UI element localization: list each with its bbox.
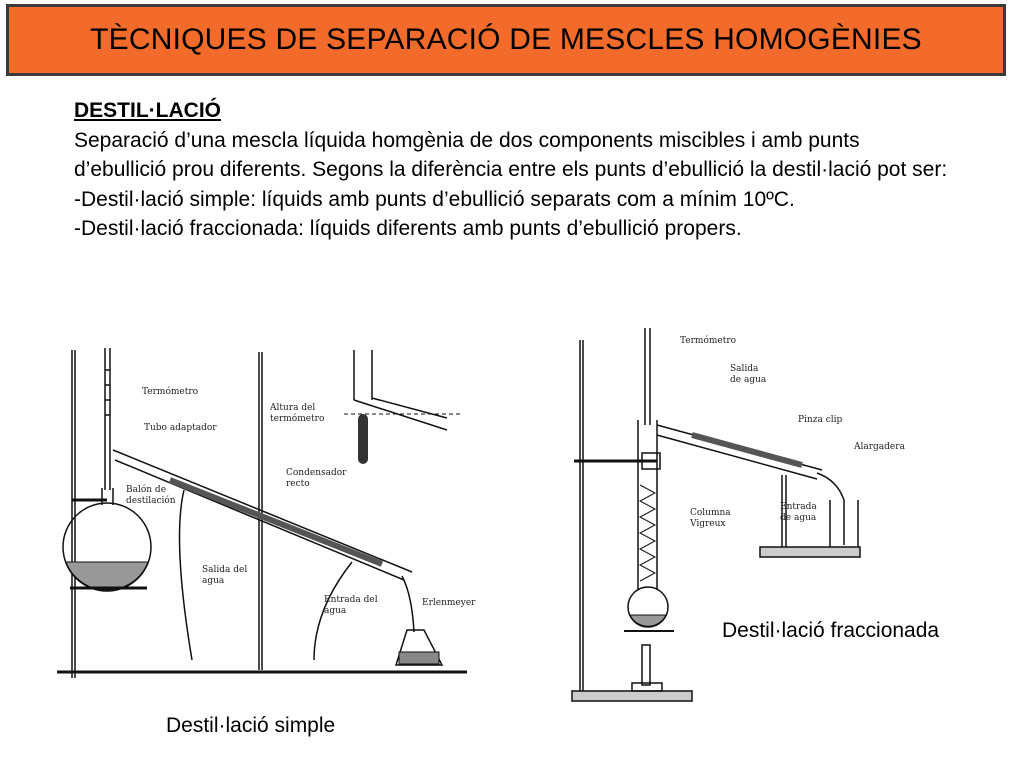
label-columna-2: Vigreux [690,519,726,529]
body-text [74,96,954,244]
label-tubo-adaptador: Tubo adaptador [144,423,217,433]
label-entrada-1: Entrada del [324,595,378,605]
label-pinza: Pinza clip [798,415,843,425]
paragraph-definition: Separació d’una mescla líquida homgènia de dos components miscibles i amb punts d’ebullició prou diferents. Segons la diferència entre els punts d’ebullició la destil·lació pot ser: [74,128,948,181]
caption-simple: Destil·lació simple [166,714,336,737]
fractional-distillation-diagram [562,325,922,710]
label-condensador-2: recto [286,479,310,489]
label-salida-1: Salida del [202,565,248,575]
label-balon-2: destilación [126,496,176,506]
label-erlenmeyer: Erlenmeyer [422,598,476,608]
paragraph-fractional: -Destil·lació fraccionada: líquids diferents amb punts d’ebullició propers. [74,217,742,240]
label-altura-1: Altura del [270,403,316,413]
label-columna-1: Columna [690,508,731,518]
simple-distillation-diagram [52,340,492,685]
label-condensador-1: Condensador [286,468,347,478]
paragraph-simple: -Destil·lació simple: líquids amb punts d’ebullició separats com a mínim 10ºC. [74,187,795,211]
caption-fractional: Destil·lació fraccionada [722,619,940,642]
label-termometro-simple: Termómetro [142,387,199,397]
label-entrada-2: agua [324,606,347,616]
label-balon-1: Balón de [126,485,167,495]
label-altura-2: termómetro [270,414,325,424]
section-heading: DESTIL·LACIÓ [74,99,221,122]
label-salida-2-fr: de agua [730,375,767,385]
label-salida-1-fr: Salida [730,364,759,374]
page-title: TÈCNIQUES DE SEPARACIÓ DE MESCLES HOMOGÈNIES [90,23,922,56]
label-entrada-2-fr: de agua [780,513,817,523]
label-entrada-1-fr: Entrada [780,502,817,512]
label-salida-2: agua [202,576,225,586]
label-alargadera: Alargadera [854,442,905,452]
label-termometro-fraccionada: Termómetro [680,336,737,346]
title-banner [6,4,1006,76]
